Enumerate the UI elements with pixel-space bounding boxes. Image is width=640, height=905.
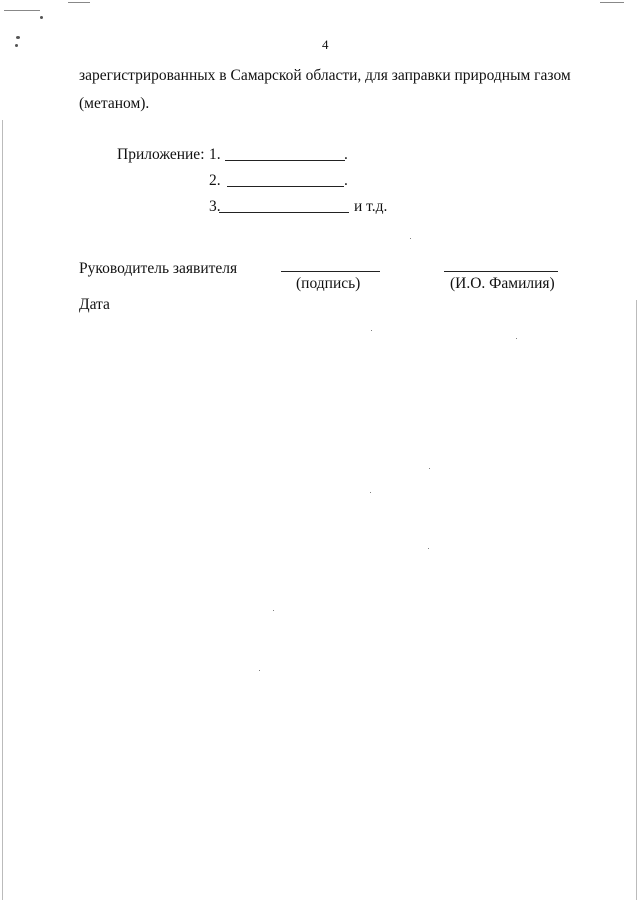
attachment-3-suffix: и т.д.	[354, 198, 388, 215]
body-text-line-2: (метаном).	[79, 95, 150, 112]
scan-artifact-right-edge	[636, 300, 637, 900]
attachment-2-blank-line	[227, 186, 344, 187]
name-caption: (И.О. Фамилия)	[450, 275, 555, 292]
attachments-label: Приложение:	[117, 146, 205, 163]
attachment-3-blank-line	[219, 212, 349, 213]
scan-speck	[259, 670, 260, 671]
scan-speck	[273, 610, 274, 611]
page-number: 4	[322, 37, 329, 52]
attachment-2-end: .	[344, 172, 348, 189]
scan-artifact-top-left	[4, 10, 40, 11]
attachment-3-number: 3.	[209, 198, 221, 215]
scan-speck	[428, 548, 429, 549]
date-label: Дата	[79, 296, 110, 313]
attachment-2-number: 2.	[209, 172, 221, 189]
scan-speck	[410, 238, 411, 239]
scan-artifact-top-right	[600, 2, 624, 3]
attachment-1-end: .	[344, 146, 348, 163]
name-line	[444, 271, 558, 272]
scan-artifact-left-edge	[2, 120, 3, 900]
signature-caption: (подпись)	[296, 275, 361, 292]
scan-speck	[371, 330, 372, 331]
attachment-1-blank-line	[225, 160, 345, 161]
scan-speck	[516, 338, 517, 339]
scan-artifact-dot	[40, 16, 43, 19]
attachment-1-number: 1.	[209, 146, 221, 163]
scan-artifact-mark	[15, 44, 18, 47]
signatory-role: Руководитель заявителя	[79, 260, 238, 277]
body-text-line-1: зарегистрированных в Самарской области, для заправки природным газом	[79, 67, 571, 84]
scan-speck	[429, 468, 430, 469]
signature-line	[281, 271, 380, 272]
scan-speck	[370, 492, 371, 493]
scan-artifact-mark	[16, 36, 20, 39]
scan-artifact-top-mid	[68, 2, 90, 3]
